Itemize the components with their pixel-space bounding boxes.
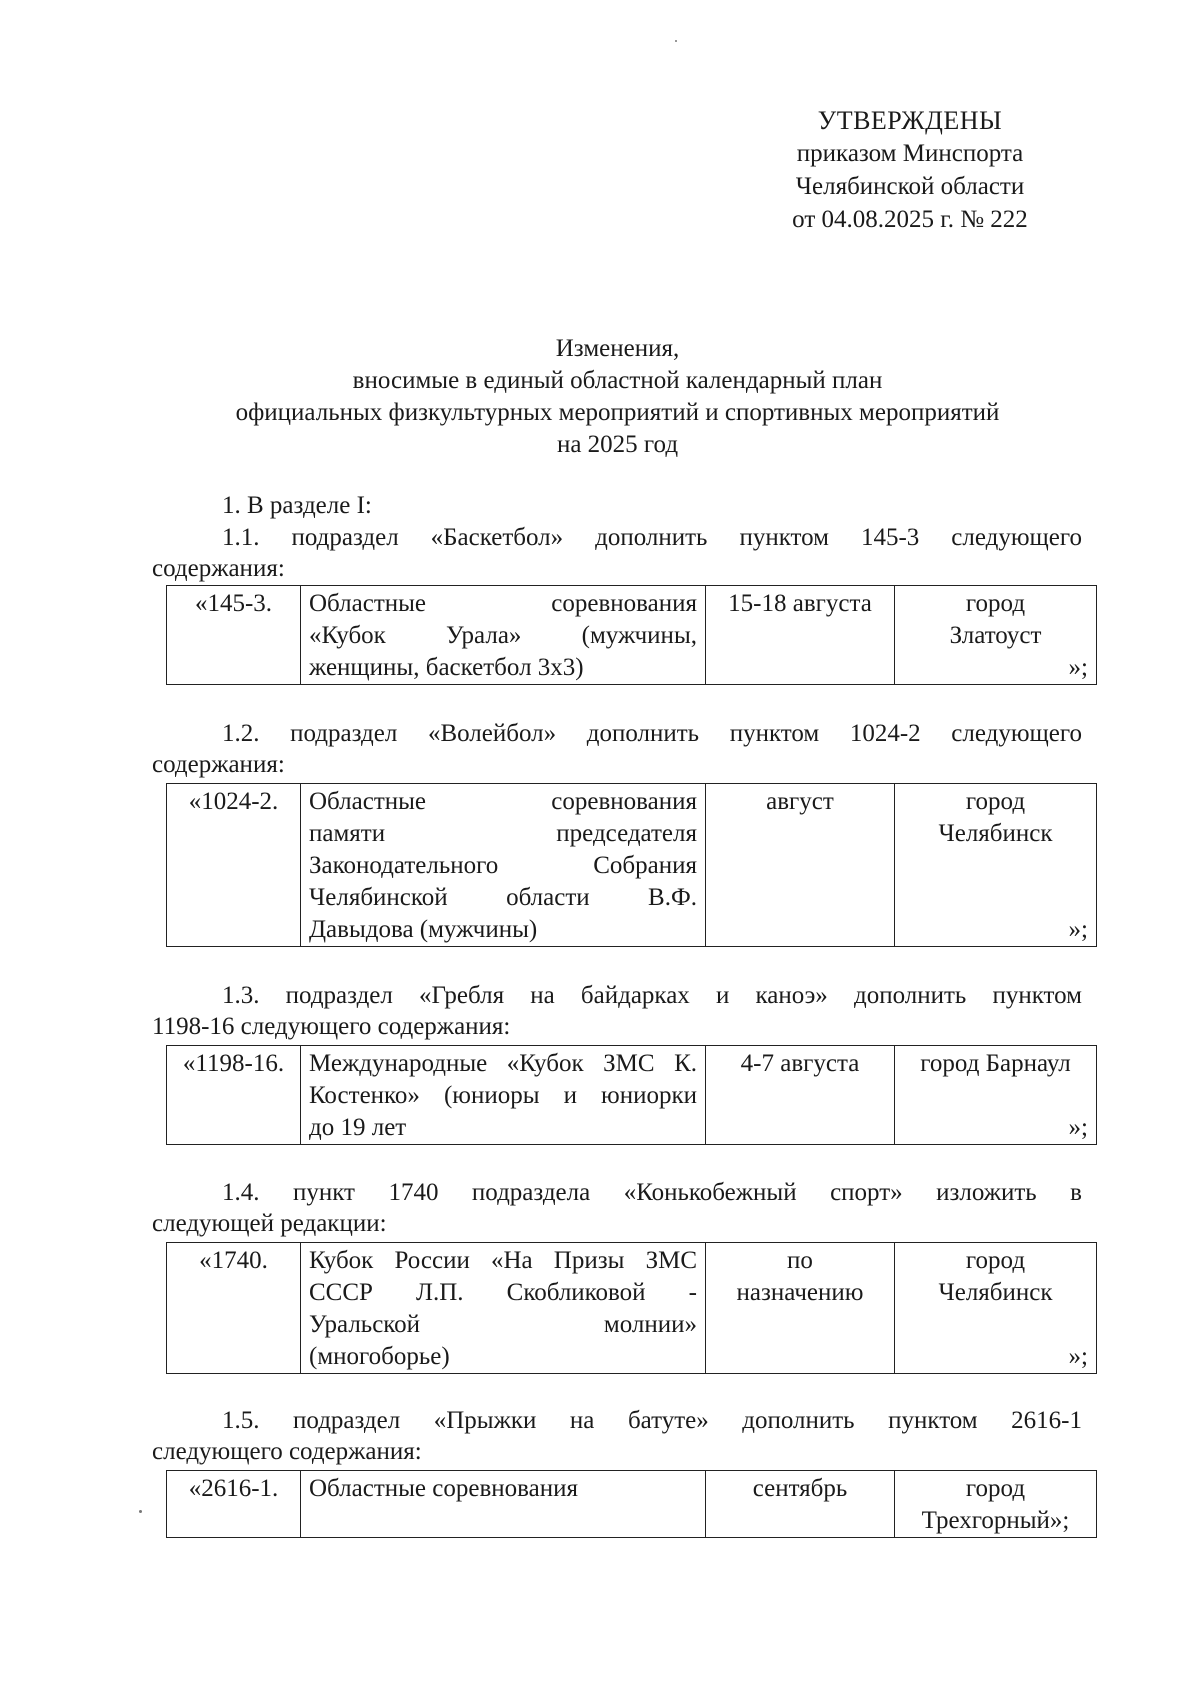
item-place-line: город (965, 788, 1026, 815)
item-place (895, 1471, 1097, 1538)
item-number: «1740. (167, 1243, 301, 1374)
item-name (301, 1046, 706, 1145)
spacer (903, 1309, 1088, 1341)
item-name-line: Кубок России «На Призы ЗМС (309, 1247, 697, 1274)
approval-heading: УТВЕРЖДЕНЫ (817, 106, 1003, 135)
item-date: 15-18 августа (706, 586, 895, 685)
paragraph-1-2-line-2: содержания: (152, 751, 285, 778)
item-place-line: Трехгорный»; (921, 1507, 1070, 1534)
table-row (167, 1046, 1097, 1145)
title-line-4: на 2025 год (556, 431, 679, 458)
table-row (167, 1243, 1097, 1374)
item-closing: »; (1068, 1343, 1088, 1370)
item-table-1024-2 (166, 783, 1097, 947)
title-line-3: официальных физкультурных мероприятий и спортивных мероприятий (235, 399, 1000, 426)
item-name-line: Областные соревнования (309, 1475, 578, 1502)
item-name-line: (многоборье) (309, 1343, 450, 1370)
item-number: «2616-1. (167, 1471, 301, 1538)
item-date-line: назначению (736, 1279, 864, 1306)
item-place-line: Челябинск (938, 820, 1053, 847)
spacer (903, 1080, 1088, 1112)
paragraph-1-1-line-2: содержания: (152, 555, 285, 582)
item-place-line: город (965, 590, 1026, 617)
item-name-line: Костенко» (юниоры и юниорки (309, 1082, 697, 1109)
paragraph-1-1-line-1: 1.1. подраздел «Баскетбол» дополнить пунктом 145-3 следующего (222, 524, 1082, 551)
item-name (301, 784, 706, 947)
table-row (167, 784, 1097, 947)
item-closing: »; (1068, 916, 1088, 943)
paragraph-1-3-line-2: 1198-16 следующего содержания: (152, 1013, 511, 1040)
item-date: 4-7 августа (706, 1046, 895, 1145)
paragraph-1-4-line-1: 1.4. пункт 1740 подраздела «Конькобежный спорт» изложить в (222, 1179, 1082, 1206)
item-place-line: Златоуст (949, 622, 1042, 649)
item-name-line: памяти председателя (309, 820, 697, 847)
approval-line-2: Челябинской области (795, 173, 1025, 200)
item-number: «145-3. (167, 586, 301, 685)
item-place (895, 1243, 1097, 1374)
item-table-2616-1 (166, 1470, 1097, 1538)
item-date-line: по (787, 1247, 813, 1274)
item-name-line: СССР Л.П. Скобликовой - (309, 1279, 697, 1306)
item-name-line: женщины, баскетбол 3х3) (309, 654, 584, 681)
item-name-line: Международные «Кубок ЗМС К. (309, 1050, 697, 1077)
item-name-line: Областные соревнования (309, 788, 697, 815)
item-place-line: город (965, 1475, 1026, 1502)
item-name-line: до 19 лет (309, 1114, 407, 1141)
item-table-1740 (166, 1242, 1097, 1374)
title-line-1: Изменения, (555, 335, 680, 362)
item-name-line: Челябинской области В.Ф. (309, 884, 697, 911)
document-title (150, 333, 1085, 461)
item-name-line: Уральской молнии» (309, 1311, 697, 1338)
item-place (895, 586, 1097, 685)
paragraph-1-2-line-1: 1.2. подраздел «Волейбол» дополнить пунктом 1024-2 следующего (222, 720, 1082, 747)
title-line-2: вносимые в единый областной календарный план (352, 367, 883, 394)
item-number: «1024-2. (167, 784, 301, 947)
item-closing: »; (1068, 654, 1088, 681)
approval-stamp (760, 104, 1060, 236)
scan-speck (675, 40, 677, 42)
item-date: сентябрь (706, 1471, 895, 1538)
item-date (706, 1243, 895, 1374)
table-row (167, 1471, 1097, 1538)
item-place (895, 784, 1097, 947)
item-number: «1198-16. (167, 1046, 301, 1145)
item-name (301, 1471, 706, 1538)
item-place (895, 1046, 1097, 1145)
item-closing: »; (1068, 1114, 1088, 1141)
item-date: август (706, 784, 895, 947)
item-table-1198-16 (166, 1045, 1097, 1145)
item-name-line: Законодательного Собрания (309, 852, 697, 879)
item-name-line: Давыдова (мужчины) (309, 916, 538, 943)
item-name-line: Областные соревнования (309, 590, 697, 617)
item-name (301, 586, 706, 685)
item-place-line: город (965, 1247, 1026, 1274)
paragraph-1-3-line-1: 1.3. подраздел «Гребля на байдарках и каноэ» дополнить пунктом (222, 982, 1082, 1009)
item-place-line: Челябинск (938, 1279, 1053, 1306)
table-row (167, 586, 1097, 685)
paragraph-1-4-line-2: следующей редакции: (152, 1210, 387, 1237)
paragraph-1-5-line-1: 1.5. подраздел «Прыжки на батуте» дополнить пунктом 2616-1 (222, 1407, 1082, 1434)
approval-line-3: от 04.08.2025 г. № 222 (792, 206, 1028, 233)
paragraph-1-5-line-2: следующего содержания: (152, 1438, 422, 1465)
item-table-145-3 (166, 585, 1097, 685)
item-place-line: город Барнаул (920, 1050, 1071, 1077)
spacer (903, 850, 1088, 914)
section-heading: 1. В разделе I: (222, 492, 372, 519)
approval-line-1: приказом Минспорта (796, 140, 1024, 167)
scan-speck (139, 1510, 142, 1513)
item-name (301, 1243, 706, 1374)
item-name-line: «Кубок Урала» (мужчины, (309, 622, 697, 649)
